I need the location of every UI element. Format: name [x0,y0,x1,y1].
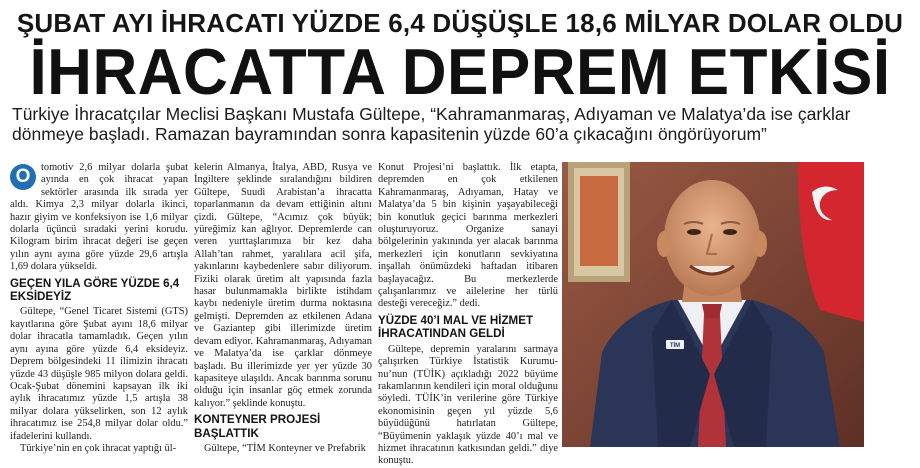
section-subheading: YÜZDE 40’I MAL VE HİZMET İHRACATINDAN GELDİ [378,313,534,341]
paragraph: Konut Projesi’ni başlattık. İlk etapta, depremden en çok etkilenen Kahramanmaraş, Adıyaman, Hatay ve Malatya’da 5 bin kişinin yaşayabileceği bin konutluk geçici barınma merkezleri oluşturuyoruz. Organize sanayi bölgelerinin yakınında yer alacak barınma merkezleri için konutların sevkiyatına inşallah önümüzdeki haftadan itibaren başlayacağız. Bu merkezlerde çalışanlarımız ve ailelerine her türlü desteği vereceğiz.” dedi. [378,162,558,310]
article-column-1 [10,162,188,459]
section-subheading: GEÇEN YILA GÖRE YÜZDE 6,4 EKSİDEYİZ [10,276,180,304]
paragraph: Türkiye’nin en çok ihracat yaptığı ül- [20,442,177,454]
drop-cap: O [10,164,36,190]
paragraph: Gültepe, depremin yaralarını sarmaya çalışırken Türkiye İstatistik Kurumu-nu’nun (TÜİK) açıkladığı 2022 büyüme rakamlarının kendileri için moral olduğunu söyledi. TÜİK’in verilerine göre Türkiye ekonomisinin geçen yıl yüzde 5,6 büyüdüğünü hatırlatan Gültepe, “Büyümenin yaklaşık yüzde 40’ı mal ve hizmet ihracatının katkısından geldi.” diye konuştu. [378,343,558,467]
paragraph: tomotiv 2,6 milyar dolarla şubat ayında en çok ihracat yapan sektörler arasında ilk sırada yer aldı. Kimya 2,3 milyar dolarla ikinci, hazır giyim ve konfeksiyon ise 1,6 milyar dolarla üçüncü sıradaki yerini korudu. Kilogram birim ihracat değeri ise geçen yılın aynı ayına göre yüzde 29,6 artışla 1,69 dolara yükseldi. [10,162,188,273]
paragraph: Gültepe, “Genel Ticaret Sistemi (GTS) kayıtlarına göre Şubat ayını 18,6 milyar dolar ihracatla tamamladık. Geçen yılın aynı ayına göre yüzde 6,4 eksideyiz. Deprem bölgesindeki 11 ilimizin ihracatı yüzde 43 düşüşle 985 milyon dolara geldi. Ocak-Şubat dönemini kapsayan ilk iki aylık ihracatımız yüzde 1,5 artışla 38 milyar dolara yükselirken, son 12 aylık ihracatımız ise 254,8 milyar dolar oldu.” ifadelerini kullandı. [10,306,188,442]
lapel-pin-text: TİM [669,343,681,349]
paragraph: Gültepe, “TİM Konteyner ve Prefabrik [204,442,366,454]
portrait-photo [562,162,864,447]
section-subheading: KONTEYNER PROJESİ BAŞLATTIK [194,413,321,440]
headline: İHRACATTA DEPREM ETKİSİ [29,36,891,109]
article-column-3 [378,162,558,467]
supertitle: ŞUBAT AYI İHRACATI YÜZDE 6,4 DÜŞÜŞLE 18,6 MİLYAR DOLAR OLDU [16,8,904,38]
article-column-2 [194,162,372,459]
lead-paragraph: Türkiye İhracatçılar Meclisi Başkanı Mustafa Gültepe, “Kahramanmaraş, Adıyaman ve Malatya’da ise çarklar dönmeye başladı. Ramazan bayramından sonra kapasitenin yüzde 60’a çıkacağını öngörüyorum” [12,104,851,144]
paragraph: kelerin Almanya, İtalya, ABD, Rusya ve İngiltere şeklinde sıralandığını bildiren Gültepe, Suudi Arabistan’a ihracatta toparlanmanın da devam ettiğinin altını çizdi. Gültepe, “Acımız çok büyük; yüreğimiz kan ağlıyor. Depremlerde can veren yurttaşlarımıza bir kez daha Allah’tan rahmet, yaralılara acil şifa, yakınlarını kaybedenlere sabır diliyorum. Fiziki olarak üretim alt yapısında fazla hasar bulunmamakla birlikte istihdam kaybı nedeniyle üretim durma noktasına gelmişti. Depremden az etkilenen Adana ve Gaziantep gibi illerimizde üretim devam ediyor. Kahramanmaraş, Adıyaman ve Malatya’da ise çarklar dönmeye başladı. Bu illerimizde yer yer yüzde 30 kapasiteye ulaşıldı. Ancak barınma sorunu olduğu için insanlar göç etmek zorunda kalıyor.” şeklinde konuştu. [194,162,372,409]
